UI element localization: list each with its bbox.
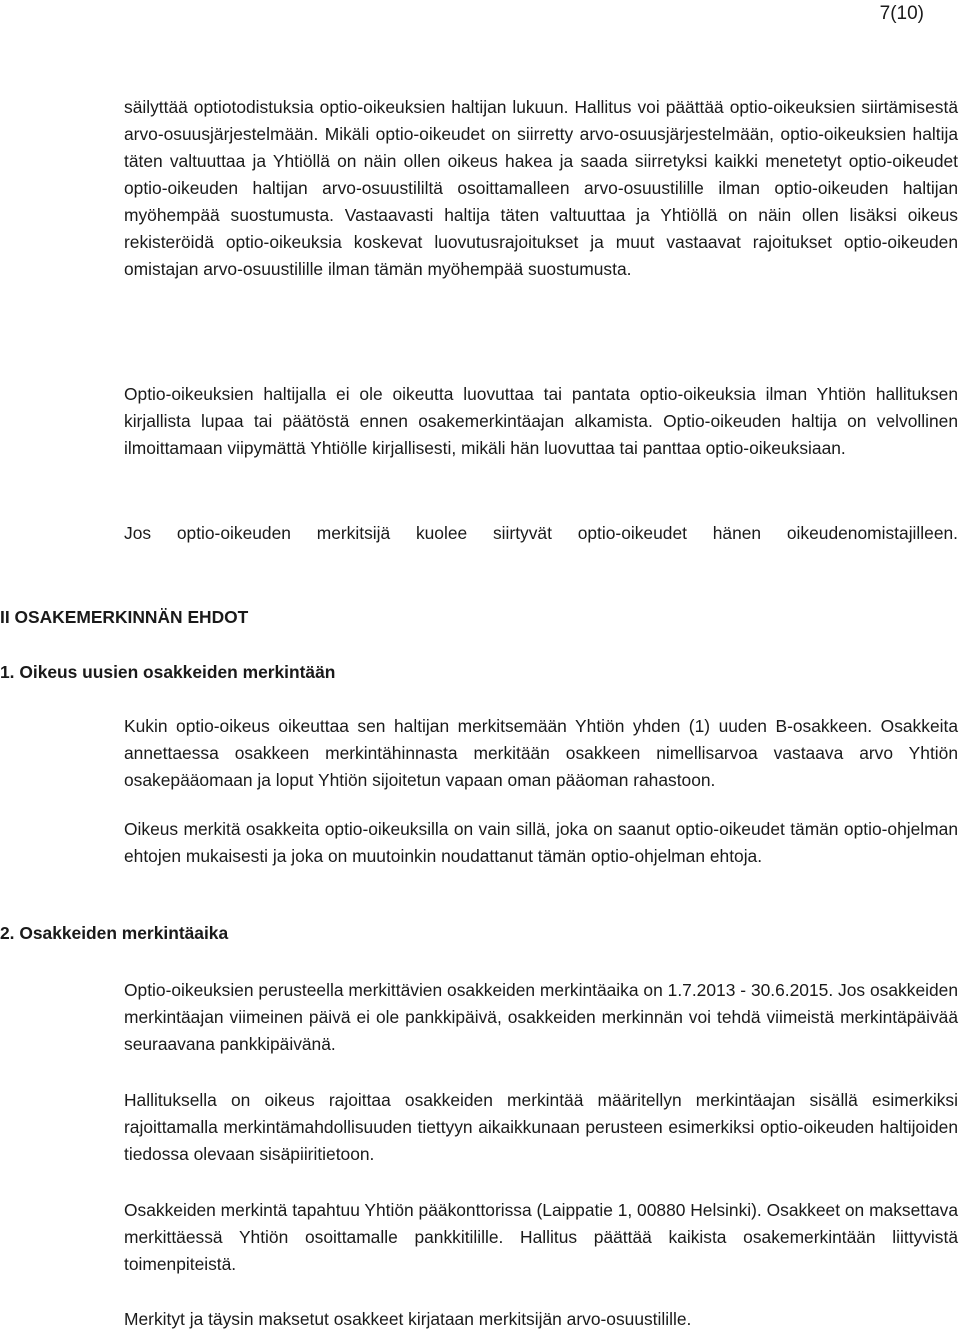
intro-paragraph-2: Optio-oikeuksien haltijalla ei ole oikeutta luovuttaa tai pantata optio-oikeuksia ilman Yhtiön hallituksen kirjallista lupaa tai päätöstä ennen osakemerkintäajan alkamista. Optio-oikeuden haltija on velvollinen ilmoittamaan viipymättä Yhtiölle kirjallisesti, mikäli hän luovuttaa tai panttaa optio-oikeuksiaan. xyxy=(124,384,958,458)
section-1-paragraph-1: Kukin optio-oikeus oikeuttaa sen haltijan merkitsemään Yhtiön yhden (1) uuden B-osakkeen. Osakkeita annettaessa osakkeen merkintähinnasta merkitään osakkeen nimellisarvoa vastaava arvo Yhtiön osakepääomaan ja loput Yhtiön sijoitetun vapaan oman pääoman rahastoon. xyxy=(124,716,958,790)
section-2-paragraph-3: Osakkeiden merkintä tapahtuu Yhtiön pääkonttorissa (Laippatie 1, 00880 Helsinki). Osakkeet on maksettava merkittäessä Yhtiön osoittamalle pankkitilille. Hallitus päättää kaikista osakemerkintään liittyvistä toimenpiteistä. xyxy=(124,1200,958,1274)
intro-paragraph-1: säilyttää optiotodistuksia optio-oikeuksien haltijan lukuun. Hallitus voi päättää optio-oikeuksien siirtämisestä arvo-osuusjärjestelmään. Mikäli optio-oikeudet on siirretty arvo-osuusjärjestelmään, optio-oikeuksien haltija täten valtuuttaa ja Yhtiöllä on näin ollen oikeus hakea ja saada siirretyksi kaikki menetetyt optio-oikeudet optio-oikeuden haltijan arvo-osuustililtä osoittamalleen arvo-osuustilille ilman optio-oikeuden haltijan myöhempää suostumusta. Vastaavasti haltija täten valtuuttaa ja Yhtiöllä on näin ollen lisäksi oikeus rekisteröidä optio-oikeuksia koskevat luovutusrajoitukset ja muut vastaavat rajoitukset optio-oikeuden omistajan arvo-osuustilille ilman tämän myöhempää suostumusta. xyxy=(124,97,958,279)
section-title: II OSAKEMERKINNÄN EHDOT xyxy=(0,607,249,627)
section-2-paragraph-1: Optio-oikeuksien perusteella merkittävien osakkeiden merkintäaika on 1.7.2013 - 30.6.2015. Jos osakkeiden merkintäajan viimeinen päivä ei ole pankkipäivä, osakkeiden merkinnän voi tehdä viimeistä merkintäpäivää seuraavana pankkipäivänä. xyxy=(124,980,958,1054)
section-1-paragraph-2: Oikeus merkitä osakkeita optio-oikeuksilla on vain sillä, joka on saanut optio-oikeudet tämän optio-ohjelman ehtojen mukaisesti ja joka on muutoinkin noudattanut tämän optio-ohjelman ehtoja. xyxy=(124,819,958,866)
section-2-paragraph-4: Merkityt ja täysin maksetut osakkeet kirjataan merkitsijän arvo-osuustilille. xyxy=(124,1309,692,1329)
intro-paragraph-3: Jos optio-oikeuden merkitsijä kuolee siirtyvät optio-oikeudet hänen oikeudenomistajilleen. xyxy=(124,523,958,543)
section-1-heading: 1. Oikeus uusien osakkeiden merkintään xyxy=(0,662,336,682)
section-2-heading: 2. Osakkeiden merkintäaika xyxy=(0,923,229,943)
page-number: 7(10) xyxy=(879,3,924,24)
section-2-paragraph-2: Hallituksella on oikeus rajoittaa osakkeiden merkintää määritellyn merkintäajan sisällä esimerkiksi rajoittamalla merkintämahdollisuuden tiettyyn aikaikkunaan perusteen esimerkiksi optio-oikeuden haltijoiden tiedossa olevaan sisäpiiritietoon. xyxy=(124,1090,958,1164)
